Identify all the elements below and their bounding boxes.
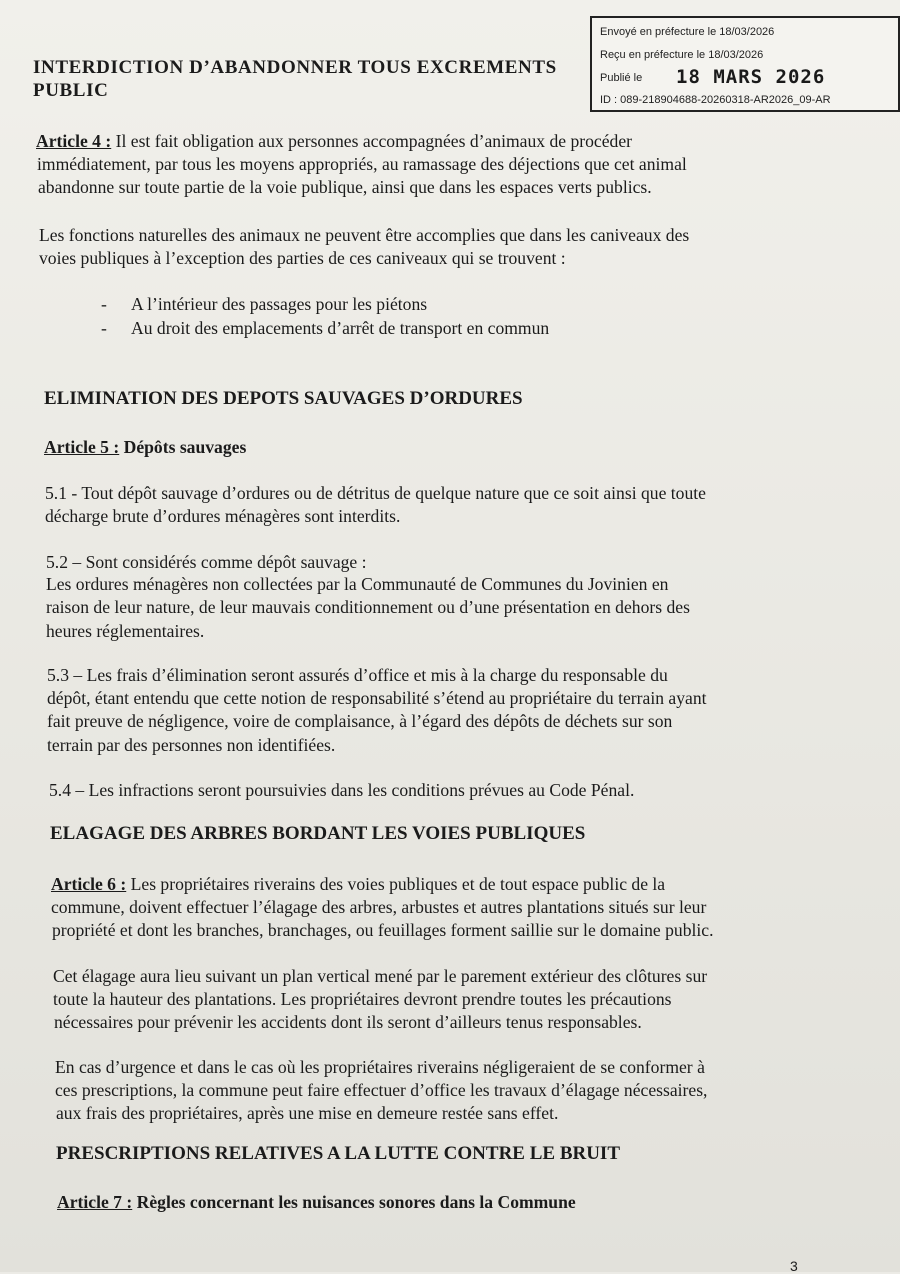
article5-s2-line4: heures réglementaires. [46, 621, 205, 641]
bullet-text: A l’intérieur des passages pour les piétons [131, 294, 428, 314]
article7-title: Règles concernant les nuisances sonores dans la Commune [132, 1192, 576, 1212]
page-number: 3 [790, 1258, 798, 1274]
article4-label: Article 4 : [36, 131, 112, 151]
article6-p2-line1: Cet élagage aura lieu suivant un plan vertical mené par le parement extérieur des clôtures sur [53, 966, 708, 986]
article6-p3-line2: ces prescriptions, la commune peut faire effectuer d’office les travaux d’élagage nécessaires, [55, 1080, 708, 1100]
article4-line1 [36, 131, 900, 152]
article7-label: Article 7 : [57, 1192, 133, 1212]
section-title-elagage: ELAGAGE DES ARBRES BORDANT LES VOIES PUBLIQUES [50, 823, 586, 844]
article5-s1-line2: décharge brute d’ordures ménagères sont interdits. [45, 506, 401, 526]
stamp-id-line: ID : 089-218904688-20260318-AR2026_09-AR [600, 94, 831, 106]
article6-label: Article 6 : [51, 874, 127, 894]
article4-line2: immédiatement, par tous les moyens appropriés, au ramassage des déjections que cet animal [37, 154, 687, 174]
article6-text1: Les propriétaires riverains des voies publiques et de tout espace public de la [126, 874, 666, 894]
article5-s3-line2: dépôt, étant entendu que cette notion de responsabilité s’étend au propriétaire du terrain ayant [47, 688, 707, 708]
article5-s2-line2: Les ordures ménagères non collectées par la Communauté de Communes du Jovinien en [46, 574, 669, 594]
article6-line2: commune, doivent effectuer l’élagage des arbres, arbustes et autres plantations situés sur leur [51, 897, 707, 917]
article7-heading [57, 1192, 900, 1213]
stamp-published-label: Publié le [600, 72, 643, 84]
article5-s2-line1: 5.2 – Sont considérés comme dépôt sauvage : [46, 552, 367, 572]
article6-line3: propriété et dont les branches, branchages, ou feuillages forment saillie sur le domaine public. [52, 920, 714, 940]
article6-line1 [51, 874, 900, 895]
article4-bullet-1 [101, 294, 900, 315]
article4-text1: Il est fait obligation aux personnes accompagnées d’animaux de procéder [111, 131, 633, 151]
article6-p2-line3: nécessaires pour prévenir les accidents dont ils seront d’ailleurs tenus responsables. [54, 1012, 642, 1032]
article5-s3-line3: fait preuve de négligence, voire de complaisance, à l’égard des dépôts de déchets sur son [47, 711, 673, 731]
article4-p2-line2: voies publiques à l’exception des parties de ces caniveaux qui se trouvent : [39, 248, 566, 268]
bullet-dash: - [101, 318, 107, 338]
article5-title: Dépôts sauvages [119, 437, 247, 457]
article5-s3-line1: 5.3 – Les frais d’élimination seront assurés d’office et mis à la charge du responsable du [47, 665, 668, 685]
article4-line3: abandonne sur toute partie de la voie publique, ainsi que dans les espaces verts publics. [38, 177, 652, 197]
article6-p2-line2: toute la hauteur des plantations. Les propriétaires devront prendre toutes les précautions [53, 989, 672, 1009]
section-title-bruit: PRESCRIPTIONS RELATIVES A LA LUTTE CONTRE LE BRUIT [56, 1143, 620, 1164]
article5-heading [44, 437, 900, 458]
article4-p2-line1: Les fonctions naturelles des animaux ne peuvent être accomplies que dans les caniveaux des [39, 225, 690, 245]
article5-s1-line1: 5.1 - Tout dépôt sauvage d’ordures ou de détritus de quelque nature que ce soit ainsi que toute [45, 483, 706, 503]
section-title-excrements: INTERDICTION D’ABANDONNER TOUS EXCREMENTS [33, 57, 557, 78]
article5-s2-line3: raison de leur nature, de leur mauvais conditionnement ou d’une présentation en dehors des [46, 597, 690, 617]
bullet-text: Au droit des emplacements d’arrêt de transport en commun [131, 318, 550, 338]
stamp-received-line: Reçu en préfecture le 18/03/2026 [600, 49, 764, 61]
article5-s3-line4: terrain par des personnes non identifiées. [47, 735, 336, 755]
article4-bullet-2 [101, 318, 900, 339]
bullet-dash: - [101, 294, 107, 314]
section-title-depots: ELIMINATION DES DEPOTS SAUVAGES D’ORDURES [44, 388, 523, 409]
article5-s4-line1: 5.4 – Les infractions seront poursuivies dans les conditions prévues au Code Pénal. [49, 780, 635, 800]
article6-p3-line3: aux frais des propriétaires, après une mise en demeure restée sans effet. [56, 1103, 559, 1123]
article5-label: Article 5 : [44, 437, 120, 457]
stamp-sent-line: Envoyé en préfecture le 18/03/2026 [600, 26, 775, 38]
stamp-published-date: 18 MARS 2026 [676, 66, 826, 88]
article6-p3-line1: En cas d’urgence et dans le cas où les propriétaires riverains négligeraient de se conformer à [55, 1057, 705, 1077]
section-title-excrements-line2: PUBLIC [33, 80, 109, 101]
